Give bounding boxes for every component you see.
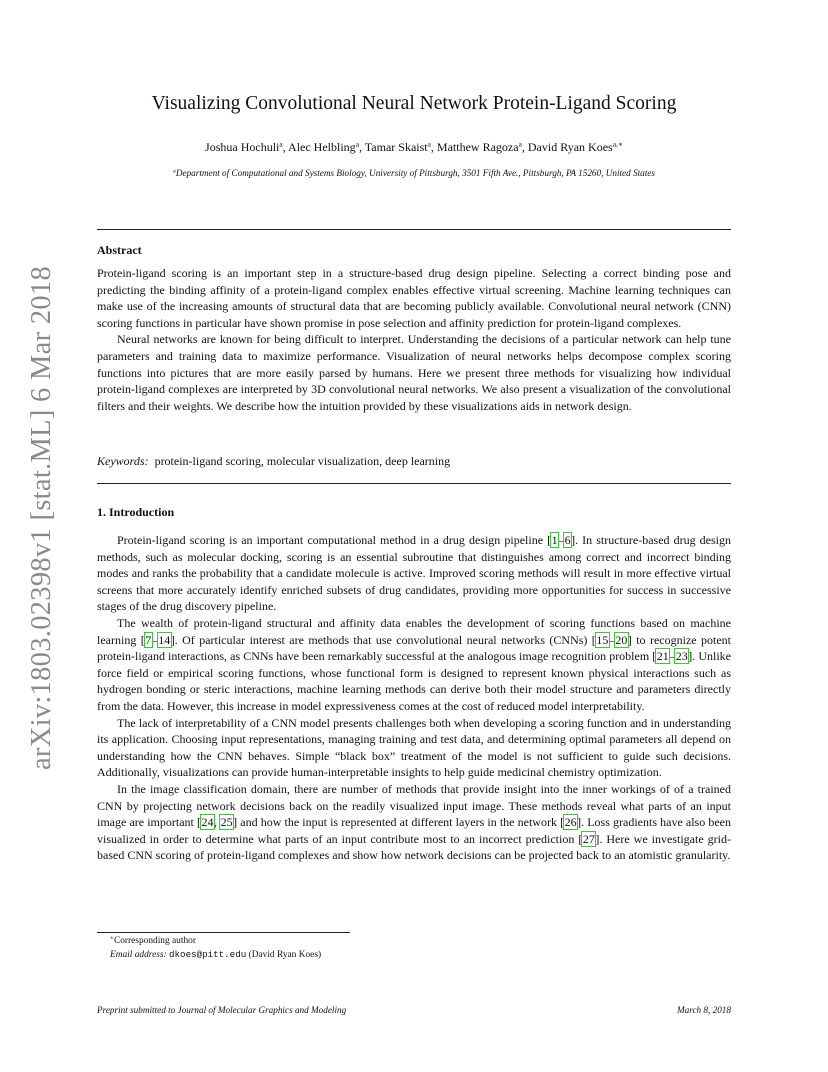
citation-link[interactable]: 27 xyxy=(582,831,595,846)
paragraph-text: ]. Here we investigate grid-based CNN scoring of protein-ligand complexes and show how network decisions can be projected back to an atomistic granularity. xyxy=(97,831,731,863)
introduction-body xyxy=(97,532,731,864)
author-mark: a xyxy=(279,139,283,149)
footer-date: March 8, 2018 xyxy=(676,1005,731,1015)
paragraph-text: ]. In structure-based drug design methods, such as molecular docking, scoring is an essential subroutine that distinguishes among correct and incorrect binding modes and ranks the probability that a candidate molecule is active. Improved scoring methods will result in more effective virtual screens that more accurately identify enriched subsets of drug candidates, providing more opportunities for success in successive stages of the drug discovery pipeline. xyxy=(97,533,731,614)
citation-link[interactable]: 6 xyxy=(564,533,571,547)
author-mark: a xyxy=(518,139,522,149)
abstract-paragraph: Neural networks are known for being difficult to interpret. Understanding the decisions of a particular network can help tune parameters and training data to maximize performance. Visualization of neural networks helps decompose complex scoring functions into pictures that are more easily parsed by humans. Here we present three methods for visualizing how individual protein-ligand complexes are interpreted by 3D convolutional neural networks. We also present a visualization of the convolutional filters and their weights. We describe how the intuition provided by these visualizations aids in network design. xyxy=(97,332,731,413)
paragraph-text: ] and how the input is represented at different layers in the network [ xyxy=(233,815,565,830)
paragraph-text: – xyxy=(669,649,676,664)
paragraph-text: – xyxy=(558,533,565,547)
footnote-text: Corresponding author xyxy=(113,936,196,946)
paragraph-text: , xyxy=(214,815,221,830)
footer-preprint-note: Preprint submitted to Journal of Molecular Graphics and Modeling xyxy=(97,1005,347,1015)
author-name: David Ryan Koes xyxy=(527,140,613,154)
author-list: Joshua Hochuli$^a$, Alec Helbling$^a$, Tamar Skaist$^a$, Matthew Ragoza$^a$, David Ryan Koes$^{a,∗}$ xyxy=(205,139,623,154)
footnote xyxy=(110,935,321,962)
citation-link[interactable]: 23 xyxy=(675,649,688,664)
citation-link[interactable]: 20 xyxy=(615,632,628,647)
footnote-mark: ∗ xyxy=(110,935,114,942)
footnote-corresponding xyxy=(110,935,321,948)
abstract-paragraph: Protein-ligand scoring is an important step in a structure-based drug design pipeline. Selecting a correct binding pose and predicting the binding affinity of a protein-ligand complex enables effective virtual screening. Machine learning techniques can make use of the increasing amounts of structural data that are becoming publicly available. Convolutional neural network (CNN) scoring functions in particular have shown promise in pose selection and affinity prediction for protein-ligand complexes. xyxy=(97,266,731,330)
arxiv-stamp-text: arXiv:1803.02398v1 [stat.ML] 6 Mar 2018 xyxy=(26,265,57,771)
citation-link[interactable]: 25 xyxy=(220,815,233,830)
abstract-bottom-rule xyxy=(97,483,731,484)
paragraph-text: The wealth of protein-ligand structural and affinity data enables the development of scoring functions based on machine learning [ xyxy=(97,615,731,647)
paragraph-text: ]. Of particular interest are methods that use convolutional neural networks (CNNs) [ xyxy=(170,632,596,647)
paragraph-text: ]. Unlike force field or empirical scoring functions, whose functional form is designed to represent known physical interactions such as hydrogen bonding or steric interactions, machine learning methods can derive both their model structure and parameters directly from the data. However, this increase in model expressiveness comes at the cost of reduced model interpretability. xyxy=(97,649,731,713)
citation-link[interactable]: 24 xyxy=(201,815,214,830)
author-mark: a xyxy=(427,139,431,149)
author-name: Alec Helbling xyxy=(288,140,356,154)
email-label: Email address: xyxy=(110,950,167,961)
keywords-text: protein-ligand scoring, molecular visualization, deep learning xyxy=(154,454,451,468)
affiliation xyxy=(97,168,731,178)
abstract-heading: Abstract xyxy=(97,243,142,257)
paragraph-text: ]. Loss gradients have also been visualized in order to determine what parts of an input contribute most to an incorrect prediction [ xyxy=(97,815,732,846)
author-name: Matthew Ragoza xyxy=(436,140,519,154)
citation-link[interactable]: 14 xyxy=(158,632,171,647)
citation-link[interactable]: 1 xyxy=(551,533,558,547)
top-rule xyxy=(97,229,731,230)
affiliation-text: Department of Computational and Systems Biology, University of Pittsburgh, 3501 Fifth Ave., Pittsburgh, PA 15260, United States xyxy=(175,168,655,178)
paragraph-text: In the image classification domain, there are number of methods that provide insight into the inner workings of of a trained CNN by projecting network decisions back on the readily visualized input image. These methods reveal what parts of an input image are important [ xyxy=(97,781,731,830)
intro-paragraph xyxy=(97,532,731,615)
citation-link[interactable]: 7 xyxy=(145,632,152,647)
author-name: Tamar Skaist xyxy=(364,140,428,154)
citation-link[interactable]: 26 xyxy=(564,815,577,830)
citation-link[interactable]: 21 xyxy=(656,649,669,664)
intro-paragraph xyxy=(97,781,731,864)
abstract-body xyxy=(97,265,731,414)
keywords-label: Keywords: xyxy=(97,454,149,468)
paragraph-text: – xyxy=(151,632,158,647)
intro-paragraph xyxy=(97,615,731,715)
intro-paragraph: The lack of interpretability of a CNN model presents challenges both when developing a scoring function and in understanding its application. Choosing input representations, managing training and test data, and determining optimal parameters all depend on understanding how the CNN behaves. Simple “black box” treatment of the model is not sufficient to guide such decisions. Additionally, visualizations can provide human-interpretable insights to help guide medicinal chemistry optimization. xyxy=(97,715,731,780)
arxiv-stamp xyxy=(16,265,68,771)
email-address-link[interactable]: dkoes@pitt.edu xyxy=(169,949,247,961)
affiliation-mark: a xyxy=(173,168,176,175)
section-heading-introduction: 1. Introduction xyxy=(97,505,175,519)
paper-title: Visualizing Convolutional Neural Network Protein-Ligand Scoring xyxy=(151,93,677,114)
email-owner: (David Ryan Koes) xyxy=(248,950,322,961)
footnote-rule xyxy=(97,932,350,933)
paragraph-text: Protein-ligand scoring is an important computational method in a drug design pipeline [ xyxy=(117,533,552,547)
footnote-email xyxy=(110,948,321,962)
paragraph-text: ] to recognize potent protein-ligand interactions, as CNNs have been remarkably successful at the analogous image recognition problem [ xyxy=(97,632,731,664)
author-mark: a xyxy=(355,139,359,149)
author-mark: a,∗ xyxy=(612,139,623,149)
author-name: Joshua Hochuli xyxy=(205,140,280,154)
keywords xyxy=(97,454,731,469)
paragraph-text: – xyxy=(608,632,615,647)
citation-link[interactable]: 15 xyxy=(596,632,609,647)
